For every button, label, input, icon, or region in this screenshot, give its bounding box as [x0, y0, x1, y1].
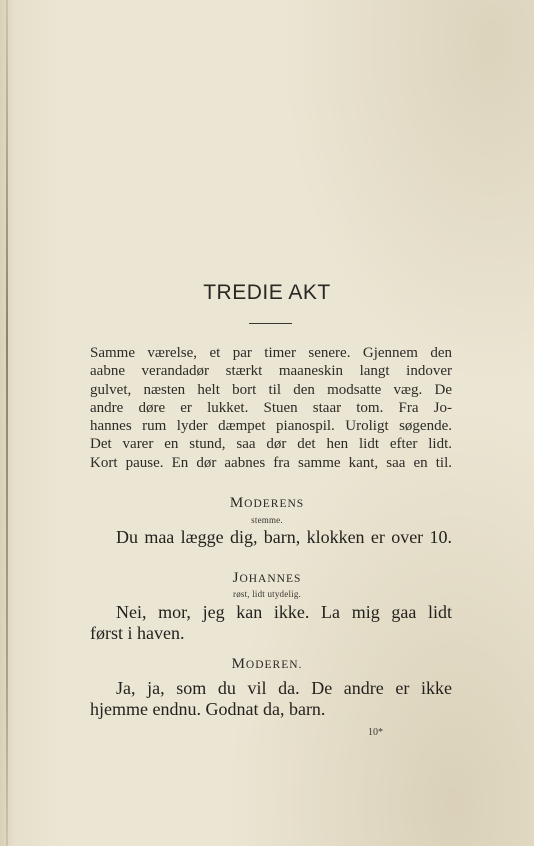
stage-direction-line: Det varer en stund, saa dør det hen lidt efter lidt.: [90, 436, 452, 453]
title-rule: [249, 323, 292, 324]
speech-line: først i haven.: [90, 623, 185, 643]
stage-direction-line: Samme værelse, et par timer senere. Gjennem den: [90, 345, 452, 361]
speaker-note: stemme.: [251, 515, 283, 525]
binding-edge: [6, 0, 8, 846]
speaker-name: [0, 495, 534, 512]
page-number: 10*: [368, 727, 383, 738]
speaker-name: [0, 656, 534, 673]
speech-line: Du maa lægge dig, barn, klokken er over 10.: [116, 527, 452, 547]
stage-direction-line: hannes rum lyder dæmpet pianospil. Uroligt søgende.: [90, 418, 452, 435]
speech: [90, 678, 452, 720]
speaker-rest: ODEREN.: [245, 659, 303, 671]
speaker-name: [0, 570, 534, 587]
stage-direction-line: aabne verandadør stærkt maaneskin langt indover: [90, 363, 452, 380]
stage-direction-line: Kort pause. En dør aabnes fra samme kant, saa en til.: [90, 454, 452, 471]
speech-line: Nei, mor, jeg kan ikke. La mig gaa lidt: [116, 602, 452, 622]
speaker-initial: J: [232, 570, 240, 586]
speech: [116, 527, 452, 548]
speaker-rest: OHANNES: [239, 573, 302, 585]
speaker-rest: ODERENS: [244, 498, 305, 510]
speech-line: Ja, ja, som du vil da. De andre er ikke: [116, 678, 452, 698]
speaker-initial: M: [229, 495, 245, 511]
stage-direction-line: gulvet, næsten helt bort til den modsatte væg. De: [90, 381, 452, 398]
speaker-note: røst, lidt utydelig.: [233, 589, 301, 599]
speaker-initial: M: [231, 656, 246, 672]
act-title: TREDIE AKT: [203, 281, 331, 304]
speech: [90, 602, 452, 644]
stage-direction-line: andre døre er lukket. Stuen staar tom. Fra Jo-: [90, 399, 452, 416]
speech-line: hjemme endnu. Godnat da, barn.: [90, 699, 326, 719]
stage-direction: [90, 344, 452, 472]
